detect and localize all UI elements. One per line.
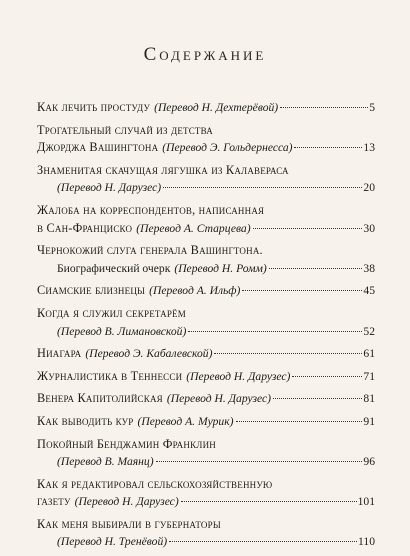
entry-title: Когда я служил секретарём — [37, 305, 186, 320]
entry-page: 71 — [363, 369, 375, 383]
entry-translator: (Перевод А. Старцева) — [136, 221, 251, 235]
entry-translator: (Перевод В. Маянц) — [57, 455, 154, 469]
entry-page: 101 — [357, 495, 375, 509]
toc-entry[interactable] — [37, 202, 375, 237]
toc-entry[interactable] — [37, 122, 375, 157]
leader-dots — [294, 147, 362, 148]
toc-entry[interactable] — [37, 99, 375, 117]
page-title: Содержание — [143, 44, 267, 65]
leader-dots — [156, 461, 363, 462]
entry-title-cont: в Сан-Франциско — [37, 220, 133, 235]
entry-page: 91 — [363, 414, 375, 428]
entry-page: 30 — [363, 221, 375, 235]
entry-translator: (Перевод Н. Дехтерёвой) — [154, 101, 279, 114]
leader-dots — [163, 187, 362, 188]
entry-title: Как лечить простуду — [37, 100, 151, 114]
toc-entry[interactable] — [37, 413, 375, 431]
entry-title-cont: Джорджа Вашингтона — [37, 140, 159, 155]
leader-dots — [181, 501, 357, 502]
toc-entry[interactable] — [37, 390, 375, 408]
leader-dots — [253, 228, 363, 229]
toc-entry[interactable] — [37, 305, 375, 340]
entry-title: Знаменитая скачущая лягушка из Калавераса — [37, 162, 289, 177]
entry-translator: (Перевод Н. Ромм) — [174, 261, 267, 275]
entry-page: 5 — [369, 101, 375, 114]
toc-entry[interactable] — [37, 368, 375, 386]
entry-page: 20 — [363, 181, 375, 195]
entry-translator: (Перевод Н. Тренёвой) — [57, 535, 168, 549]
entry-subtitle: Биографический очерк — [57, 261, 171, 275]
entry-title: Венера Капитолийская — [37, 391, 163, 406]
entry-title: Как меня выбирали в губернаторы — [37, 516, 221, 531]
entry-page: 61 — [363, 347, 375, 361]
entry-page: 81 — [363, 392, 375, 406]
entry-translator: (Перевод Э. Гольдернесса) — [162, 141, 293, 155]
toc-entry[interactable] — [37, 282, 375, 300]
entry-title: Чернокожий слуга генерала Вашингтона. — [37, 243, 263, 258]
leader-dots — [188, 331, 362, 332]
toc-entry[interactable] — [37, 242, 375, 277]
entry-title: Жалоба на корреспондентов, написанная — [37, 202, 265, 217]
leader-dots — [242, 290, 362, 291]
entry-page: 45 — [363, 284, 375, 298]
entry-title: Журналистика в Теннесси — [37, 368, 183, 383]
leader-dots — [273, 398, 362, 399]
leader-dots — [292, 376, 362, 377]
toc-entry[interactable] — [37, 476, 375, 511]
leader-dots — [214, 353, 362, 354]
entry-page: 96 — [363, 455, 375, 469]
entry-translator: (Перевод А. Ильф) — [149, 284, 241, 298]
entry-translator: (Перевод В. Лимановской) — [57, 324, 187, 338]
entry-title: Ниагара — [37, 346, 82, 361]
entry-title: Трогательный случай из детства — [37, 122, 213, 137]
leader-dots — [236, 421, 363, 422]
toc-entry[interactable] — [37, 162, 375, 197]
entry-translator: (Перевод Н. Дарузес) — [74, 495, 179, 509]
entry-page: 110 — [358, 535, 375, 549]
toc-list — [37, 99, 375, 556]
toc-entry[interactable] — [37, 516, 375, 551]
toc-entry[interactable] — [37, 345, 375, 363]
leader-dots — [280, 107, 368, 108]
entry-title: Как я редактировал сельскохозяйственную — [37, 476, 273, 491]
entry-translator: (Перевод А. Мурик) — [137, 414, 234, 428]
toc-entry[interactable] — [37, 436, 375, 471]
entry-title: Сиамские близнецы — [37, 283, 146, 298]
entry-translator: (Перевод Н. Дарузес) — [186, 369, 291, 383]
entry-translator: (Перевод Н. Дарузес) — [57, 181, 162, 195]
leader-dots — [269, 268, 363, 269]
entry-page: 13 — [363, 141, 375, 155]
entry-title-cont: газету — [37, 494, 71, 509]
entry-translator: (Перевод Э. Кабалевской) — [85, 347, 213, 361]
entry-page: 52 — [363, 324, 375, 338]
entry-translator: (Перевод Н. Дарузес) — [166, 392, 271, 406]
entry-title: Покойный Бенджамин Франклин — [37, 436, 216, 451]
entry-page: 38 — [363, 261, 375, 275]
entry-title: Как выводить кур — [37, 413, 134, 428]
